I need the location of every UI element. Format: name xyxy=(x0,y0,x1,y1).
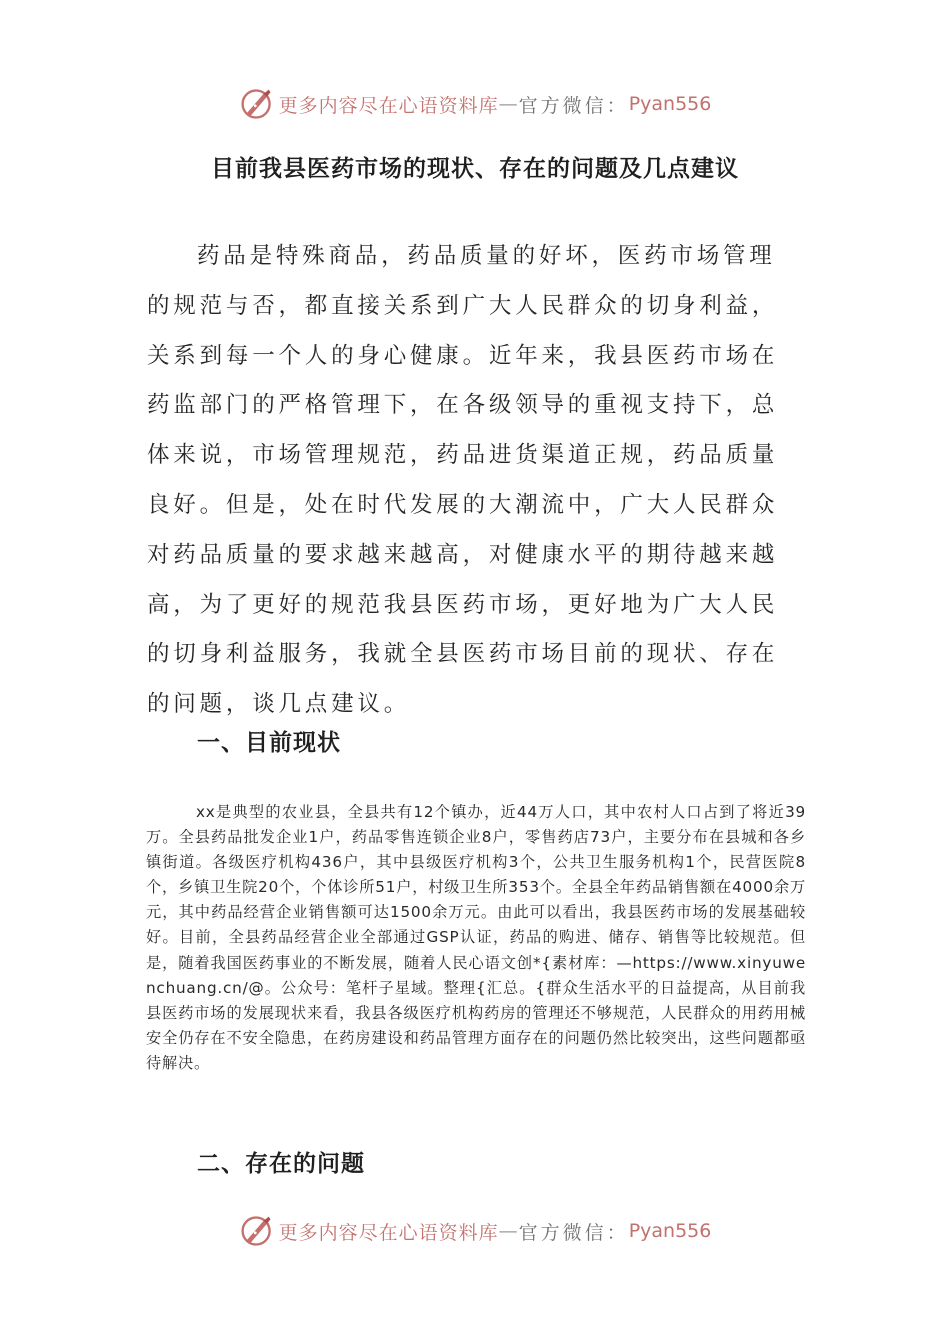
banner-dash: — xyxy=(498,1220,519,1242)
fountain-pen-circle-icon xyxy=(239,1213,275,1249)
banner-brand-text: 更多内容尽在心语资料库 xyxy=(278,94,499,117)
section-heading-existing-problems: 二、存在的问题 xyxy=(197,1151,365,1177)
section-heading-current-status: 一、目前现状 xyxy=(197,730,341,756)
document-title: 目前我县医药市场的现状、存在的问题及几点建议 xyxy=(211,156,739,182)
banner-brand-text: 更多内容尽在心语资料库 xyxy=(278,1221,499,1244)
banner-dash: — xyxy=(498,93,519,115)
banner-wechat-id: Pyan556 xyxy=(628,1220,712,1242)
banner-wechat-id: Pyan556 xyxy=(628,93,712,115)
fountain-pen-circle-icon xyxy=(239,86,275,122)
intro-paragraph: 药品是特殊商品，药品质量的好坏，医药市场管理的规范与否，都直接关系到广大人民群众的切身利益，关系到每一个人的身心健康。近年来，我县医药市场在药监部门的严格管理下，在各级领导的重视支持下，总体来说，市场管理规范，药品进货渠道正规，药品质量良好。但是，处在时代发展的大潮流中，广大人民群众对药品质量的要求越来越高，对健康水平的期待越来越高，为了更好的规范我县医药市场，更好地为广大人民的切身利益服务，我就全县医药市场目前的现状、存在的问题，谈几点建议。 xyxy=(147,243,779,718)
banner-official-label: 官方微信： xyxy=(518,1221,629,1244)
section-current-status-body: xx是典型的农业县，全县共有12个镇办，近44万人口，其中农村人口占到了将近39万。全县药品批发企业1户，药品零售连锁企业8户，零售药店73户，主要分布在县城和各乡镇街道。各级医疗机构436户，其中县级医疗机构3个，公共卫生服务机构1个，民营医院8个，乡镇卫生院20个，个体诊所51户，村级卫生所353个。全县全年药品销售额在4000余万元，其中药品经营企业销售额可达1500余万元。由此可以看出，我县医药市场的发展基础较好。目前，全县药品经营企业全部通过GSP认证，药品的购进、储存、销售等比较规范。但是，随着我国医药事业的不断发展，随着人民心语文创*{素材库：—https://www.xinyuwenchuang.cn/@。公众号：笔杆子星域。整理{汇总。{群众生活水平的日益提高，从目前我县医药市场的发展现状来看，我县各级医疗机构药房的管理还不够规范，人民群众的用药用械安全仍存在不安全隐患，在药房建设和药品管理方面存在的问题仍然比较突出，这些问题都亟待解决。 xyxy=(146,803,806,1072)
banner-official-label: 官方微信： xyxy=(518,94,629,117)
footer-watermark-banner xyxy=(0,1211,950,1251)
header-watermark-banner xyxy=(0,84,950,124)
